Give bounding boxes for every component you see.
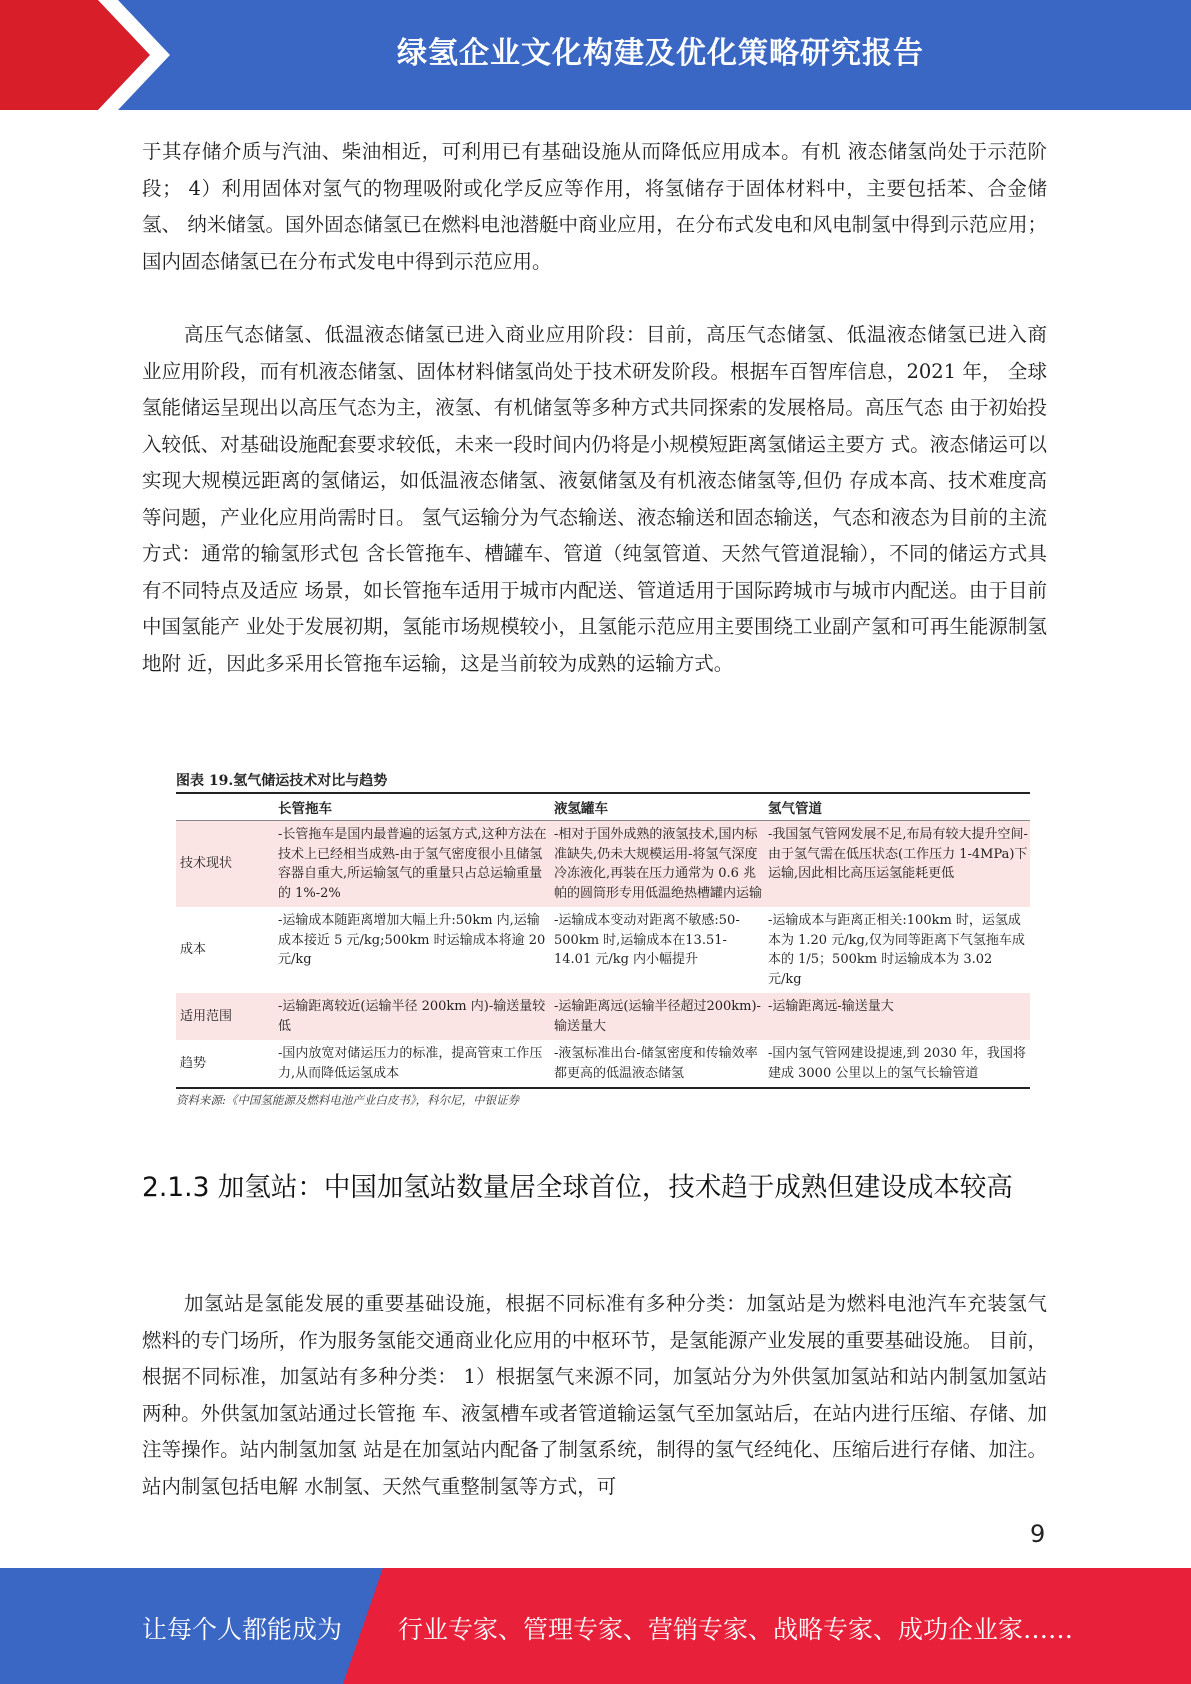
footer-slogan-left: 让每个人都能成为 xyxy=(142,1615,343,1644)
table-row xyxy=(176,907,1030,993)
row-label: 适用范围 xyxy=(176,993,276,1040)
section-heading: 2.1.3 加氢站：中国加氢站数量居全球首位，技术趋于成熟但建设成本较高 xyxy=(142,1172,1013,1203)
comparison-table xyxy=(176,792,1030,1089)
header-title: 绿氢企业文化构建及优化策略研究报告 xyxy=(397,36,924,71)
paragraph-storage-continued xyxy=(142,134,1047,280)
table-cell: -我国氢气管网发展不足,布局有较大提升空间-由于氢气需在低压状态(工作压力 1-4MPa)下运输,因此相比高压运氢能耗更低 xyxy=(766,821,1030,908)
table-row xyxy=(176,1040,1030,1088)
row-label: 成本 xyxy=(180,942,207,958)
table-cell: -运输距离远-输送量大 xyxy=(766,993,1030,1040)
paragraph-hydrogen-stations xyxy=(142,1286,1047,1505)
table-row xyxy=(176,993,1030,1040)
table-header-row xyxy=(176,793,1030,821)
table-header-cell: 氢气管道 xyxy=(766,793,1030,821)
figure-hydrogen-transport-comparison xyxy=(176,770,1030,1108)
paragraph-text: 于其存储介质与汽油、柴油相近，可利用已有基础设施从而降低应用成本。有机 液态储氢尚处于示范阶段； 4）利用固体对氢气的物理吸附或化学反应等作用，将氢储存于固体材料中，主要包括苯、合金储氢、 纳米储氢。国外固态储氢已在燃料电池潜艇中商业应用，在分布式发电和风电制氢中得到示范应用； 国内固态储氢已在分布式发电中得到示范应用。 xyxy=(142,140,1047,273)
table-header-cell: 液氢罐车 xyxy=(552,793,766,821)
page-header xyxy=(0,0,1191,110)
paragraph-high-pressure-storage xyxy=(142,317,1047,682)
footer-slogan-right: 行业专家、管理专家、营销专家、战略专家、成功企业家…… xyxy=(398,1615,1074,1644)
page-number: 9 xyxy=(1030,1520,1046,1548)
table-cell: -国内氢气管网建设提速,到 2030 年，我国将建成 3000 公里以上的氢气长输管道 xyxy=(768,1046,1026,1081)
table-cell: -运输距离远(运输半径超过200km)-输送量大 xyxy=(552,993,766,1040)
row-label: 技术现状 xyxy=(176,821,276,908)
table-cell: -运输距离较近(运输半径 200km 内)-输送量较低 xyxy=(276,993,552,1040)
table-cell: -运输成本变动对距离不敏感:50-500km 时,运输成本在13.51-14.01 元/kg 内小幅提升 xyxy=(554,913,740,967)
row-label: 趋势 xyxy=(180,1055,207,1071)
table-header-cell: 长管拖车 xyxy=(276,793,552,821)
paragraph-text: 高压气态储氢、低温液态储氢已进入商业应用阶段：目前，高压气态储氢、低温液态储氢已进入商 业应用阶段，而有机液态储氢、固体材料储氢尚处于技术研发阶段。根据车百智库信息，2021 年， 全球氢能储运呈现出以高压气态为主，液氢、有机储氢等多种方式共同探索的发展格局。高压气态 由于初始投入较低、对基础设施配套要求较低，未来一段时间内仍将是小规模短距离氢储运主要方 式。液态储运可以实现大规模远距离的氢储运，如低温液态储氢、液氨储氢及有机液态储氢等,但仍 存成本高、技术难度高等问题，产业化应用尚需时日。 氢气运输分为气态输送、液态输送和固态输送，气态和液态为目前的主流方式：通常的输氢形式包 含长管拖车、槽罐车、管道（纯氢管道、天然气管道混输），不同的储运方式具有不同特点及适应 场景，如长管拖车适用于城市内配送、管道适用于国际跨城市与城市内配送。由于目前中国氢能产 业处于发展初期，氢能市场规模较小，且氢能示范应用主要围绕工业副产氢和可再生能源制氢地附 近，因此多采用长管拖车运输，这是当前较为成熟的运输方式。 xyxy=(142,323,1047,675)
header-arrow-decoration xyxy=(0,0,200,110)
table-cell: -国内放宽对储运压力的标准，提高管束工作压力,从而降低运氢成本 xyxy=(278,1046,543,1081)
page-footer xyxy=(0,1568,1191,1684)
table-cell: -相对于国外成熟的液氢技术,国内标准缺失,仍未大规模运用-将氢气深度冷冻液化,再装在压力通常为 0.6 兆帕的圆筒形专用低温绝热槽罐内运输 xyxy=(552,821,766,908)
figure-caption: 图表 19.氢气储运技术对比与趋势 xyxy=(176,773,388,789)
table-row xyxy=(176,821,1030,908)
table-cell: -液氢标准出台-储氢密度和传输效率都更高的低温液态储氢 xyxy=(554,1046,758,1081)
table-header-cell xyxy=(176,793,276,821)
table-cell: -运输成本随距离增加大幅上升:50km 内,运输成本接近 5 元/kg;500km 时运输成本将逾 20 元/kg xyxy=(278,913,546,967)
paragraph-text: 加氢站是氢能发展的重要基础设施，根据不同标准有多种分类：加氢站是为燃料电池汽车充装氢气 燃料的专门场所，作为服务氢能交通商业化应用的中枢环节，是氢能源产业发展的重要基础设施。 目前，根据不同标准，加氢站有多种分类： 1）根据氢气来源不同，加氢站分为外供氢加氢站和站内制氢加氢站两种。外供氢加氢站通过长管拖 车、液氢槽车或者管道输运氢气至加氢站后，在站内进行压缩、存储、加注等操作。站内制氢加氢 站是在加氢站内配备了制氢系统，制得的氢气经纯化、压缩后进行存储、加注。站内制氢包括电解 水制氢、天然气重整制氢等方式，可 xyxy=(142,1292,1047,1498)
figure-source: 资料来源:《中国氢能源及燃料电池产业白皮书》，科尔尼，中银证券 xyxy=(176,1093,520,1107)
table-cell: -运输成本与距离正相关:100km 时，运氢成本为 1.20 元/kg,仅为同等距离下气氢拖车成本的 1/5；500km 时运输成本为 3.02 元/kg xyxy=(768,913,1025,987)
table-cell: -长管拖车是国内最普遍的运氢方式,这种方法在技术上已经相当成熟-由于氢气密度很小且储氢容器自重大,所运输氢气的重量只占总运输重量的 1%-2% xyxy=(276,821,552,908)
